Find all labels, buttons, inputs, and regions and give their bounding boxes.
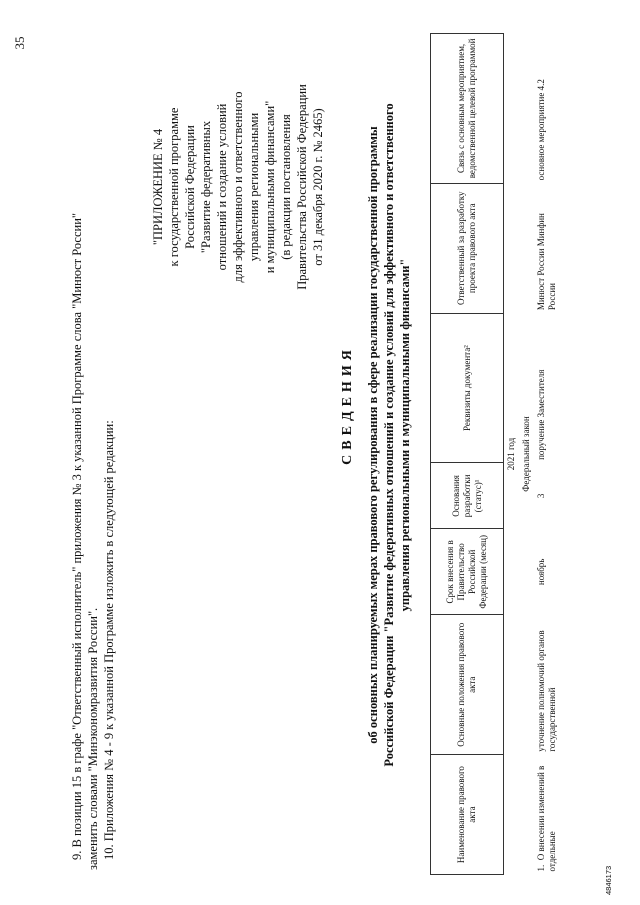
measures-table <box>430 33 560 875</box>
column-header: Основные положения правового акта <box>431 615 504 755</box>
paragraph-item-10: 10. Приложения № 4 - 9 к указанной Программе изложить в следующей редакции: <box>102 420 116 860</box>
appendix-line: от 31 декабря 2020 г. № 2465) <box>311 108 325 266</box>
appendix-line: и муниципальными финансами" <box>263 100 277 274</box>
subtitle-line: управления региональными и муниципальными финансами" <box>398 258 412 612</box>
cell-month: ноябрь <box>536 558 546 586</box>
cell-responsible: Минюст России Минфин России <box>536 213 557 311</box>
column-header: Срок внесения в Правительство Российской Федерации (месяц) <box>431 529 504 615</box>
act-name: О внесении изменений в отдельные <box>536 765 557 872</box>
row-number: 1. <box>536 864 546 872</box>
cell-status: 3 <box>536 493 546 499</box>
appendix-line: (в редакции постановления <box>279 114 293 260</box>
cell-link: основное мероприятие 4.2 <box>536 79 546 181</box>
paragraph-item-9: 9. В позиции 15 в графе "Ответственный исполнитель" приложения № 3 к указанной Программе слова "Минюст России" <box>70 213 84 860</box>
document-subtitle <box>365 25 413 845</box>
document-code: 4846173 <box>604 865 613 895</box>
column-header: Реквизиты документа² <box>431 313 504 463</box>
column-header: Основания разработки (статус)¹ <box>431 463 504 529</box>
year-row <box>504 34 520 875</box>
column-header: Ответственный за разработку проекта правового акта <box>431 183 504 313</box>
column-header: Связь с основным мероприятием, ведомственной целевой программой <box>431 34 504 184</box>
appendix-line: управления региональными <box>247 112 261 262</box>
law-type-label: Федеральный закон <box>521 416 531 492</box>
appendix-line: для эффективного и ответственного <box>231 91 245 283</box>
table-header-row <box>431 34 504 875</box>
cell-requisites: поручение Заместителя <box>536 369 546 460</box>
cell-act-name <box>534 755 560 875</box>
year-label: 2021 год <box>506 437 516 471</box>
appendix-line: Российской Федерации <box>183 125 197 249</box>
appendix-line: "Развитие федеративных <box>199 120 213 254</box>
subtitle-line: об основных планируемых мерах правового регулирования в сфере реализации государственной программы <box>366 126 380 744</box>
appendix-line: Правительства Российской Федерации <box>295 84 309 290</box>
appendix-line: к государственной программе <box>167 107 181 267</box>
paragraph-item-9-continued: заменить словами "Минэкономразвития России". <box>86 607 100 870</box>
table-row <box>534 34 560 875</box>
appendix-line: "ПРИЛОЖЕНИЕ № 4 <box>151 128 165 246</box>
cell-provisions: уточнение полномочий органов государственной <box>536 630 557 752</box>
appendix-header <box>150 17 326 357</box>
column-header: Наименование правового акта <box>431 755 504 875</box>
appendix-line: отношений и создание условий <box>215 103 229 271</box>
subtitle-line: Российской Федерации "Развитие федеративных отношений и создание условий для эффективного и ответственного <box>382 103 396 767</box>
page-number: 35 <box>12 36 27 50</box>
law-type-row <box>519 34 534 875</box>
document-heading: СВЕДЕНИЯ <box>340 345 355 465</box>
